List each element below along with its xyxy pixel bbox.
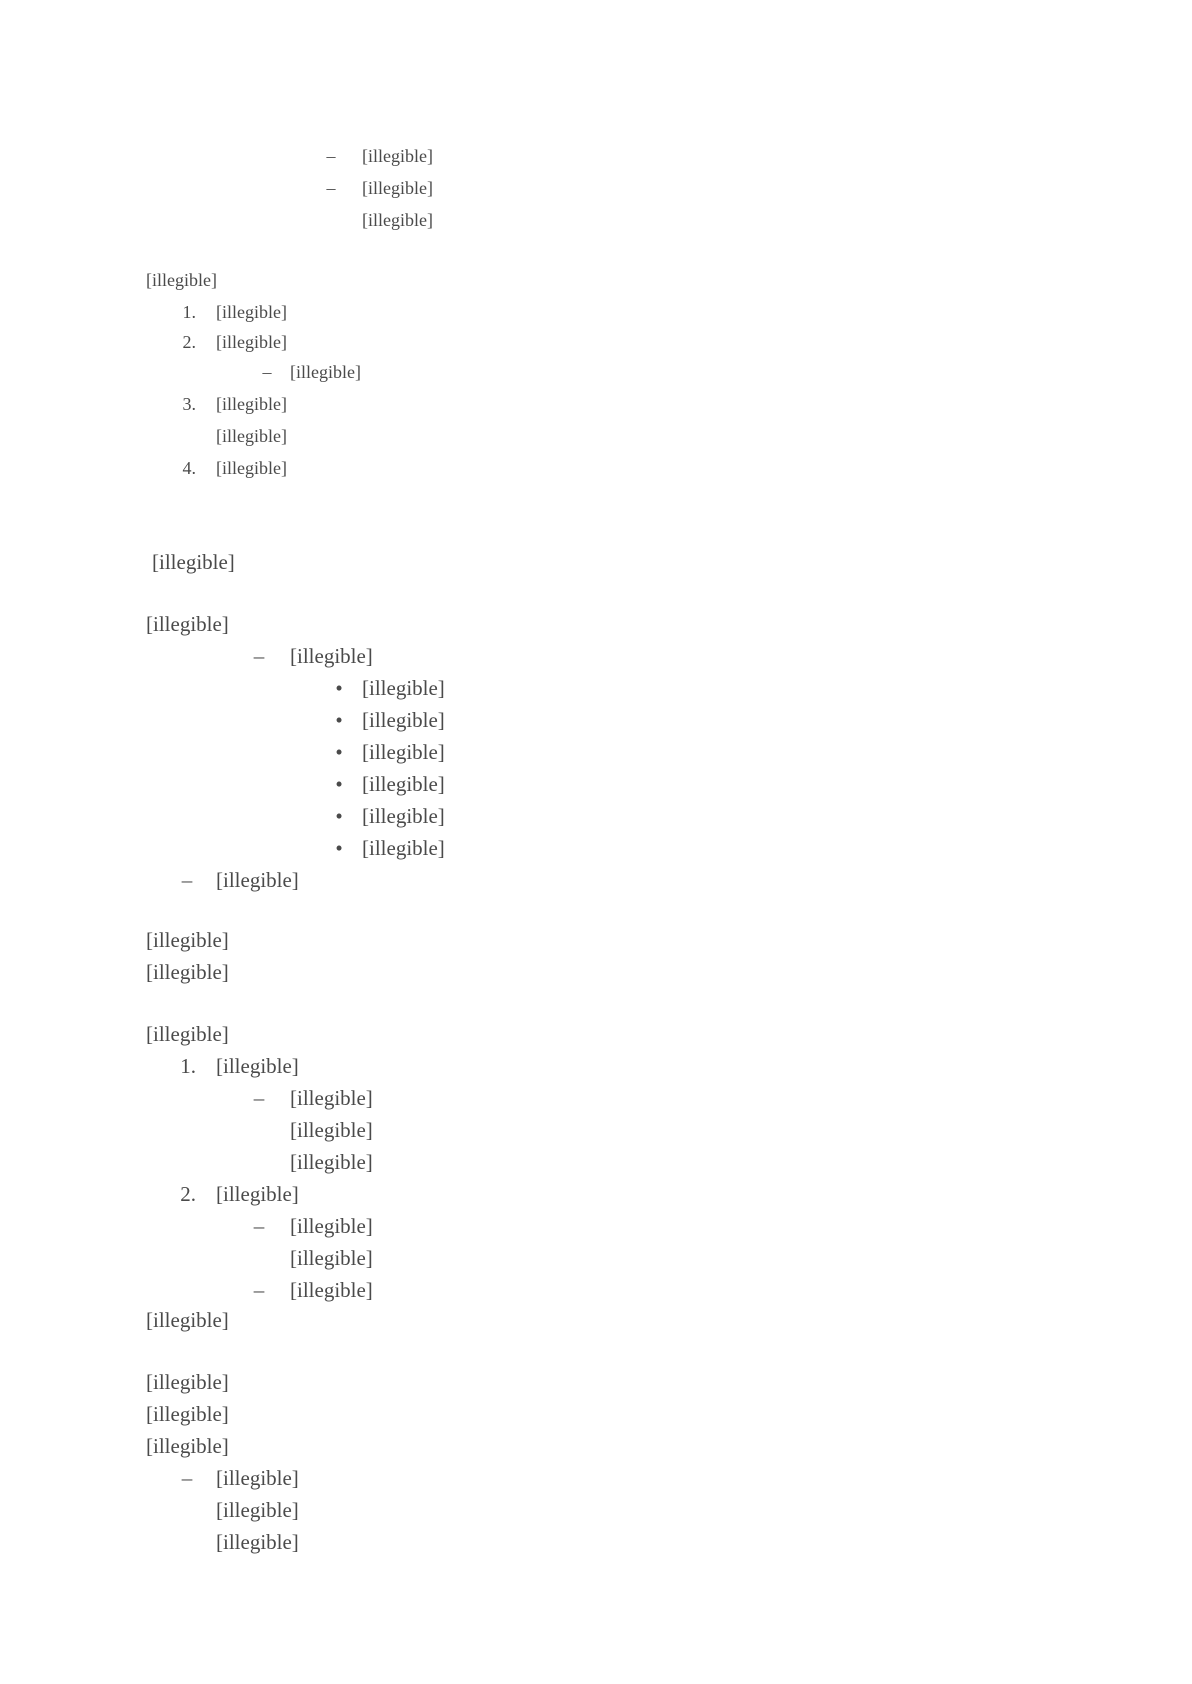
list-item-text: [illegible] [216,302,287,322]
list-item-text: [illegible] [216,1182,299,1206]
list-item-text: [illegible] [290,362,361,382]
list-marker: – [181,1466,193,1490]
paragraph-text: [illegible] [146,612,229,636]
section-heading: [illegible] [152,550,235,574]
list-item-text: [illegible] [216,394,287,414]
list-item-text-continued: [illegible] [216,1498,299,1522]
list-marker: – [181,868,193,892]
bullet-item-text: [illegible] [362,676,445,700]
list-item-text: [illegible] [290,1086,373,1110]
paragraph-line: [illegible] [146,1402,229,1426]
list-number: 3. [182,394,196,414]
list-item-text: [illegible] [216,1466,299,1490]
bullet-item-text: [illegible] [362,740,445,764]
bullet-item-text: [illegible] [362,708,445,732]
bullet-marker: • [335,676,343,700]
paragraph-line: [illegible] [146,960,229,984]
list-item-text-continued: [illegible] [362,210,433,230]
list-item-text-continued: [illegible] [290,1246,373,1270]
list-number: 2. [182,332,196,352]
list-item-text: [illegible] [362,178,433,198]
bullet-item-text: [illegible] [362,836,445,860]
bullet-marker: • [335,836,343,860]
list-item-text-continued: [illegible] [290,1118,373,1142]
list-marker: – [326,146,336,166]
paragraph-line: [illegible] [146,1434,229,1458]
bullet-marker: • [335,708,343,732]
list-marker: – [253,1278,265,1302]
list-number: 4. [182,458,196,478]
bullet-item-text: [illegible] [362,772,445,796]
list-item-text: [illegible] [290,1214,373,1238]
list-marker: – [326,178,336,198]
list-item-text: [illegible] [216,1054,299,1078]
list-item-text-continued: [illegible] [216,426,287,446]
section-heading: [illegible] [146,1370,229,1394]
list-number: 2. [180,1182,196,1206]
list-marker: – [253,644,265,668]
list-marker: – [253,1214,265,1238]
bullet-marker: • [335,804,343,828]
paragraph-line: [illegible] [146,928,229,952]
list-item-text: [illegible] [216,332,287,352]
list-item-text-continued: [illegible] [216,1530,299,1554]
list-item-text: [illegible] [290,1278,373,1302]
list-number: 1. [180,1054,196,1078]
list-item-text: [illegible] [290,644,373,668]
bullet-marker: • [335,740,343,764]
bullet-marker: • [335,772,343,796]
bullet-item-text: [illegible] [362,804,445,828]
list-marker: – [253,1086,265,1110]
list-marker: – [262,362,272,382]
list-item-text: [illegible] [362,146,433,166]
section-heading: [illegible] [146,270,217,290]
paragraph-text: [illegible] [146,1308,229,1332]
list-item-text: [illegible] [216,868,299,892]
section-heading: [illegible] [146,1022,229,1046]
list-item-text-continued: [illegible] [290,1150,373,1174]
list-item-text: [illegible] [216,458,287,478]
list-number: 1. [182,302,196,322]
